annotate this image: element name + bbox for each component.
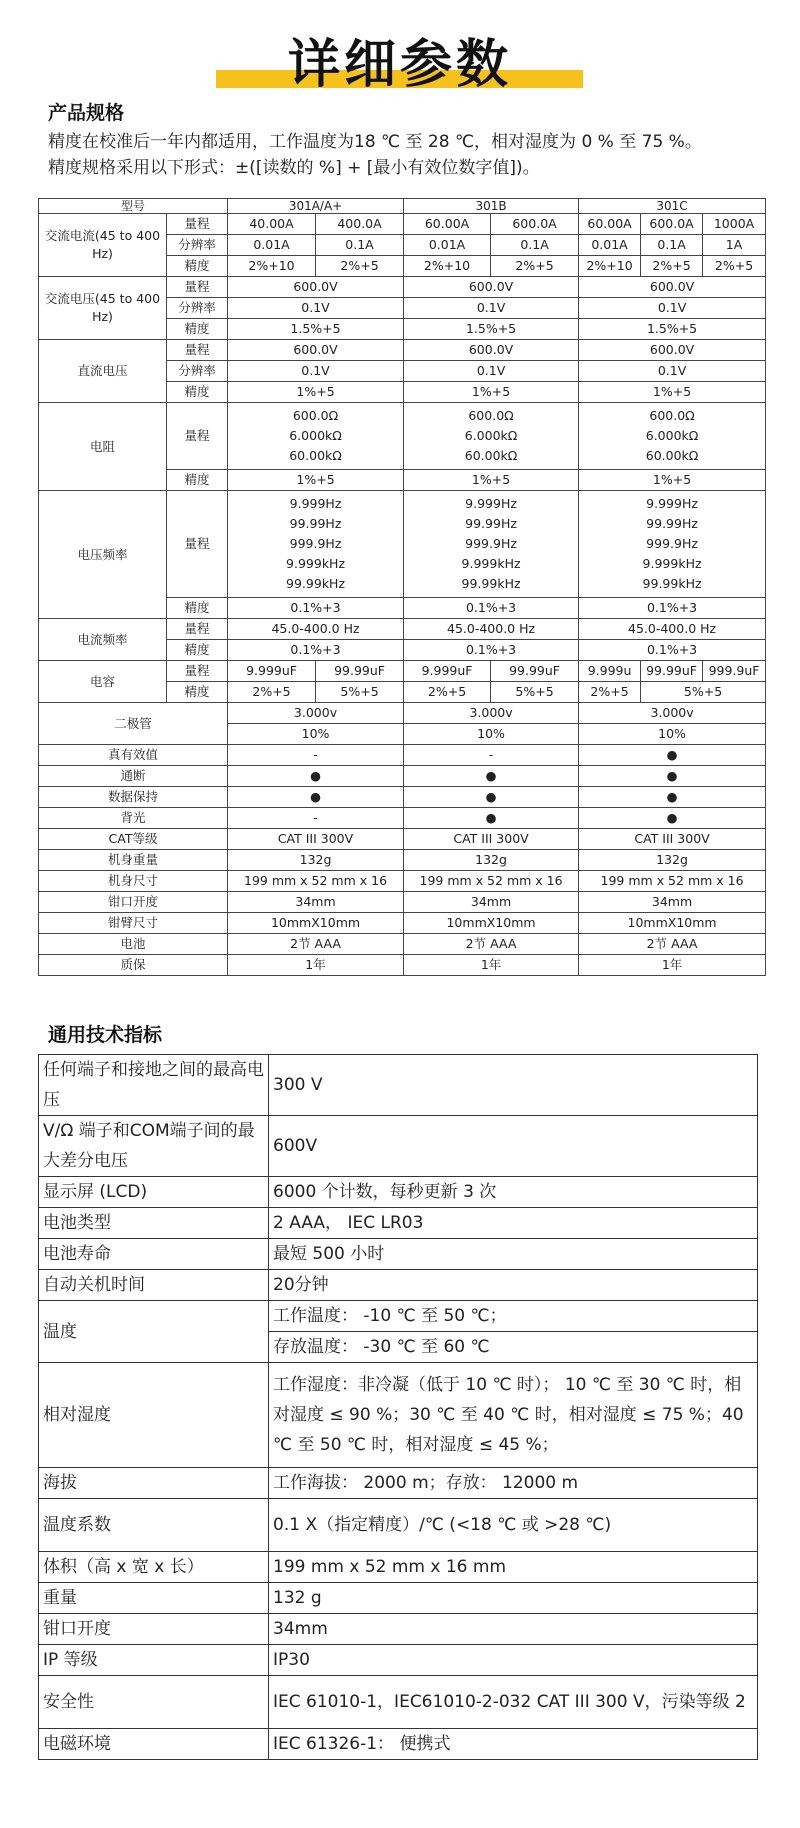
table-cell: 0.01A <box>579 235 641 256</box>
table-row <box>39 277 766 298</box>
table-row <box>39 1676 758 1729</box>
table-cell: ● <box>579 808 766 829</box>
table-cell: 0.1%+3 <box>228 640 404 661</box>
table-row <box>39 491 766 598</box>
sub-label: 量程 <box>167 340 228 361</box>
cell-line: 9.999Hz <box>646 496 698 511</box>
table-row <box>39 871 766 892</box>
spec-key: 自动关机时间 <box>39 1270 269 1301</box>
table-cell: 45.0-400.0 Hz <box>228 619 404 640</box>
table-cell: 0.1%+3 <box>579 598 766 619</box>
table-row <box>39 787 766 808</box>
table-cell: 9.999uF <box>404 661 491 682</box>
spec-value: 132 g <box>269 1583 758 1614</box>
table-cell: ● <box>404 808 579 829</box>
table-cell: 2%+5 <box>579 682 641 703</box>
spec-value: 6000 个计数，每秒更新 3 次 <box>269 1177 758 1208</box>
table-cell: 2节 AAA <box>404 934 579 955</box>
table-row <box>39 619 766 640</box>
table-cell: ● <box>404 787 579 808</box>
cell-line: 99.99kHz <box>461 576 521 591</box>
table-cell: 0.1V <box>579 298 766 319</box>
sub-label: 精度 <box>167 682 228 703</box>
table-row <box>39 808 766 829</box>
sub-label: 量程 <box>167 491 228 598</box>
cell-line: 6.000kΩ <box>645 428 699 443</box>
table-cell: - <box>228 808 404 829</box>
spec-value: 20分钟 <box>269 1270 758 1301</box>
sub-label: 量程 <box>167 403 228 470</box>
table-cell: 2%+5 <box>703 256 766 277</box>
row-label: 真有效值 <box>39 745 228 766</box>
table-row <box>39 955 766 976</box>
table-cell: 199 mm x 52 mm x 16 <box>579 871 766 892</box>
table-cell <box>404 491 579 598</box>
table-cell: 10% <box>228 724 404 745</box>
table-cell: 2节 AAA <box>579 934 766 955</box>
table-cell: 40.00A <box>228 214 316 235</box>
row-label: 质保 <box>39 955 228 976</box>
cell-line: 60.00kΩ <box>464 448 518 463</box>
table-cell: ● <box>404 766 579 787</box>
table-row <box>39 1239 758 1270</box>
table-cell: 1%+5 <box>228 382 404 403</box>
diode-label: 二极管 <box>39 703 228 745</box>
table-cell: ● <box>228 787 404 808</box>
row-label: 机身重量 <box>39 850 228 871</box>
model-301c: 301C <box>579 199 766 214</box>
spec-value: IEC 61010-1，IEC61010-2-032 CAT III 300 V，污染等级 2 <box>269 1676 758 1729</box>
table-cell: 2%+5 <box>316 256 404 277</box>
table-row <box>39 214 766 235</box>
table-row <box>39 199 766 214</box>
spec-value: 34mm <box>269 1614 758 1645</box>
spec-table <box>38 198 766 976</box>
table-row <box>39 1177 758 1208</box>
table-cell: 132g <box>404 850 579 871</box>
table-cell <box>579 491 766 598</box>
table-cell: 10mmX10mm <box>579 913 766 934</box>
table-cell: 99.99uF <box>316 661 404 682</box>
table-cell: 600.0V <box>228 277 404 298</box>
row-label: 钳口开度 <box>39 892 228 913</box>
table-cell: 600.0V <box>404 340 579 361</box>
spec-key: 电磁环境 <box>39 1729 269 1760</box>
table-cell: 1%+5 <box>579 470 766 491</box>
title-banner <box>0 18 800 95</box>
table-cell: 2%+10 <box>228 256 316 277</box>
sub-label: 分辨率 <box>167 361 228 382</box>
cell-line: 9.999Hz <box>289 496 342 511</box>
table-cell: 600.0A <box>641 214 703 235</box>
spec-key: 电池类型 <box>39 1208 269 1239</box>
spec-key: IP 等级 <box>39 1645 269 1676</box>
table-cell: CAT III 300V <box>579 829 766 850</box>
row-label: 钳臂尺寸 <box>39 913 228 934</box>
table-row <box>39 1270 758 1301</box>
spec-value: 0.1 X（指定精度）/℃ (<18 ℃ 或 >28 ℃) <box>269 1499 758 1552</box>
row-label: CAT等级 <box>39 829 228 850</box>
sub-label: 精度 <box>167 470 228 491</box>
table-row <box>39 1208 758 1239</box>
table-cell: 1年 <box>404 955 579 976</box>
table-cell: 10% <box>404 724 579 745</box>
general-spec-table <box>38 1054 758 1760</box>
page-title: 详细参数 <box>287 35 512 95</box>
table-cell: CAT III 300V <box>404 829 579 850</box>
resistance-label: 电阻 <box>39 403 167 491</box>
cell-line: 60.00kΩ <box>289 448 342 463</box>
table-cell: 0.01A <box>404 235 491 256</box>
general-section-heading: 通用技术指标 <box>48 1024 163 1046</box>
table-cell: 1A <box>703 235 766 256</box>
table-cell: 3.000v <box>579 703 766 724</box>
model-301a: 301A/A+ <box>228 199 404 214</box>
table-cell: 9.999u <box>579 661 641 682</box>
table-cell: 2%+10 <box>404 256 491 277</box>
row-label: 背光 <box>39 808 228 829</box>
sub-label: 量程 <box>167 214 228 235</box>
table-cell: 199 mm x 52 mm x 16 <box>404 871 579 892</box>
sub-label: 精度 <box>167 640 228 661</box>
table-row <box>39 703 766 724</box>
spec-key: V/Ω 端子和COM端子间的最大差分电压 <box>39 1116 269 1177</box>
table-row <box>39 1552 758 1583</box>
ac-voltage-label: 交流电压(45 to 400 Hz) <box>39 277 167 340</box>
cell-line: 999.9Hz <box>646 536 698 551</box>
table-cell: 34mm <box>579 892 766 913</box>
current-frequency-label: 电流频率 <box>39 619 167 661</box>
voltage-frequency-label: 电压频率 <box>39 491 167 619</box>
spec-key: 显示屏 (LCD) <box>39 1177 269 1208</box>
table-row <box>39 1614 758 1645</box>
cell-line: 600.0Ω <box>649 408 695 423</box>
table-row <box>39 1499 758 1552</box>
table-cell <box>228 403 404 470</box>
row-label: 电池 <box>39 934 228 955</box>
table-cell: 0.1V <box>228 361 404 382</box>
table-cell: 1%+5 <box>404 470 579 491</box>
row-label: 通断 <box>39 766 228 787</box>
cell-line: 9.999kHz <box>461 556 521 571</box>
spec-value: 199 mm x 52 mm x 16 mm <box>269 1552 758 1583</box>
table-row <box>39 1055 758 1116</box>
table-cell: 600.0V <box>228 340 404 361</box>
table-cell: 0.1V <box>404 361 579 382</box>
spec-note-line-1: 精度在校准后一年内都适用，工作温度为18 ℃ 至 28 ℃，相对湿度为 0 % 至 75 %。 <box>48 132 702 152</box>
table-cell <box>404 403 579 470</box>
model-301b: 301B <box>404 199 579 214</box>
cell-line: 9.999kHz <box>642 556 702 571</box>
spec-key: 安全性 <box>39 1676 269 1729</box>
dc-voltage-label: 直流电压 <box>39 340 167 403</box>
table-row <box>39 829 766 850</box>
table-row <box>39 340 766 361</box>
spec-key: 相对湿度 <box>39 1363 269 1468</box>
ac-current-label: 交流电流(45 to 400 Hz) <box>39 214 167 277</box>
cell-line: 9.999Hz <box>465 496 517 511</box>
table-cell: 1%+5 <box>579 382 766 403</box>
table-cell: 99.99uF <box>491 661 579 682</box>
spec-value: 工作海拔： 2000 m；存放： 12000 m <box>269 1468 758 1499</box>
table-cell: 600.0V <box>579 277 766 298</box>
spec-key: 任何端子和接地之间的最高电压 <box>39 1055 269 1116</box>
table-cell: 400.0A <box>316 214 404 235</box>
cell-line: 99.99Hz <box>465 516 517 531</box>
table-cell: 600.0A <box>491 214 579 235</box>
table-cell: 132g <box>579 850 766 871</box>
table-cell: 0.1A <box>641 235 703 256</box>
table-row <box>39 1645 758 1676</box>
table-cell: 1%+5 <box>404 382 579 403</box>
table-cell: ● <box>579 766 766 787</box>
table-cell: 3.000v <box>404 703 579 724</box>
spec-value: 最短 500 小时 <box>269 1239 758 1270</box>
table-cell: 1%+5 <box>228 470 404 491</box>
table-cell: 99.99uF <box>641 661 703 682</box>
table-cell: 1000A <box>703 214 766 235</box>
table-row <box>39 1363 758 1468</box>
spec-key: 重量 <box>39 1583 269 1614</box>
spec-note-line-2: 精度规格采用以下形式：±([读数的 %] + [最小有效位数字值])。 <box>48 158 540 178</box>
table-row <box>39 1729 758 1760</box>
table-cell: 5%+5 <box>641 682 766 703</box>
table-cell: 9.999uF <box>228 661 316 682</box>
row-label: 机身尺寸 <box>39 871 228 892</box>
table-cell: 132g <box>228 850 404 871</box>
cell-line: 600.0Ω <box>292 408 339 423</box>
table-cell: 60.00A <box>579 214 641 235</box>
table-cell: 0.01A <box>228 235 316 256</box>
table-cell: - <box>404 745 579 766</box>
table-cell: 199 mm x 52 mm x 16 <box>228 871 404 892</box>
table-cell: 45.0-400.0 Hz <box>579 619 766 640</box>
table-cell: 0.1%+3 <box>228 598 404 619</box>
sub-label: 分辨率 <box>167 298 228 319</box>
table-row <box>39 892 766 913</box>
cell-line: 999.9Hz <box>465 536 517 551</box>
spec-value: 2 AAA， IEC LR03 <box>269 1208 758 1239</box>
table-cell: 600.0V <box>579 340 766 361</box>
table-row <box>39 1468 758 1499</box>
table-cell: 1.5%+5 <box>228 319 404 340</box>
model-header-label: 型号 <box>39 199 228 214</box>
table-cell: 0.1V <box>404 298 579 319</box>
table-cell: 2%+10 <box>579 256 641 277</box>
cell-line: 600.0Ω <box>468 408 514 423</box>
table-cell: 0.1A <box>316 235 404 256</box>
table-cell: ● <box>228 766 404 787</box>
table-cell: 45.0-400.0 Hz <box>404 619 579 640</box>
table-cell: 10mmX10mm <box>228 913 404 934</box>
table-cell: 0.1V <box>228 298 404 319</box>
spec-value-line: 工作温度： -10 ℃ 至 50 ℃； <box>269 1301 757 1332</box>
table-cell <box>228 491 404 598</box>
table-row <box>39 1301 758 1363</box>
cell-line: 99.99Hz <box>646 516 698 531</box>
table-cell: 1年 <box>579 955 766 976</box>
table-cell: 0.1V <box>579 361 766 382</box>
spec-value: IEC 61326-1： 便携式 <box>269 1729 758 1760</box>
table-row <box>39 850 766 871</box>
table-row <box>39 661 766 682</box>
table-cell: 1.5%+5 <box>579 319 766 340</box>
table-cell: 5%+5 <box>491 682 579 703</box>
cell-line: 60.00kΩ <box>645 448 699 463</box>
table-row <box>39 1116 758 1177</box>
spec-key: 温度系数 <box>39 1499 269 1552</box>
sub-label: 量程 <box>167 661 228 682</box>
table-cell: 10% <box>579 724 766 745</box>
cell-line: 9.999kHz <box>286 556 346 571</box>
table-cell: CAT III 300V <box>228 829 404 850</box>
spec-value: IP30 <box>269 1645 758 1676</box>
sub-label: 分辨率 <box>167 235 228 256</box>
cell-line: 99.99Hz <box>289 516 342 531</box>
table-cell: 600.0V <box>404 277 579 298</box>
cell-line: 99.99kHz <box>286 576 346 591</box>
cell-line: 999.9Hz <box>289 536 342 551</box>
table-row <box>39 745 766 766</box>
table-row <box>39 766 766 787</box>
table-cell: ● <box>579 787 766 808</box>
table-cell: 10mmX10mm <box>404 913 579 934</box>
spec-key: 钳口开度 <box>39 1614 269 1645</box>
table-cell: 2%+5 <box>641 256 703 277</box>
sub-label: 量程 <box>167 619 228 640</box>
table-row <box>39 1583 758 1614</box>
table-cell: 5%+5 <box>316 682 404 703</box>
table-cell: 999.9uF <box>703 661 766 682</box>
spec-value <box>269 1301 758 1363</box>
sub-label: 精度 <box>167 382 228 403</box>
table-row <box>39 403 766 470</box>
table-cell: 0.1%+3 <box>404 640 579 661</box>
table-cell: 1.5%+5 <box>404 319 579 340</box>
table-cell: 0.1A <box>491 235 579 256</box>
table-row <box>39 913 766 934</box>
table-cell: 60.00A <box>404 214 491 235</box>
sub-label: 精度 <box>167 256 228 277</box>
table-cell: 2%+5 <box>228 682 316 703</box>
cell-line: 6.000kΩ <box>289 428 342 443</box>
sub-label: 量程 <box>167 277 228 298</box>
sub-label: 精度 <box>167 598 228 619</box>
table-cell: 3.000v <box>228 703 404 724</box>
spec-value: 600V <box>269 1116 758 1177</box>
table-cell <box>579 403 766 470</box>
table-cell: 0.1%+3 <box>579 640 766 661</box>
spec-key: 海拔 <box>39 1468 269 1499</box>
table-cell: 2%+5 <box>491 256 579 277</box>
spec-value-line: 存放温度： -30 ℃ 至 60 ℃ <box>273 1337 490 1357</box>
table-cell: 34mm <box>228 892 404 913</box>
row-label: 数据保持 <box>39 787 228 808</box>
spec-value: 300 V <box>269 1055 758 1116</box>
spec-key: 体积（高 x 宽 x 长） <box>39 1552 269 1583</box>
table-row <box>39 934 766 955</box>
table-cell: 0.1%+3 <box>404 598 579 619</box>
sub-label: 精度 <box>167 319 228 340</box>
table-cell: 2%+5 <box>404 682 491 703</box>
spec-key: 电池寿命 <box>39 1239 269 1270</box>
cell-line: 6.000kΩ <box>464 428 518 443</box>
table-cell: 1年 <box>228 955 404 976</box>
table-cell: ● <box>579 745 766 766</box>
table-cell: - <box>228 745 404 766</box>
table-cell: 2节 AAA <box>228 934 404 955</box>
capacitance-label: 电容 <box>39 661 167 703</box>
spec-key: 温度 <box>39 1301 269 1363</box>
cell-line: 99.99kHz <box>642 576 702 591</box>
table-cell: 34mm <box>404 892 579 913</box>
spec-section-heading: 产品规格 <box>48 102 125 124</box>
spec-value: 工作湿度：非冷凝（低于 10 ℃ 时）； 10 ℃ 至 30 ℃ 时，相对湿度 ≤ 90 %；30 ℃ 至 40 ℃ 时，相对湿度 ≤ 75 %；40 ℃ 至 50 ℃ 时，相对湿度 ≤ 45 %； <box>269 1363 758 1468</box>
